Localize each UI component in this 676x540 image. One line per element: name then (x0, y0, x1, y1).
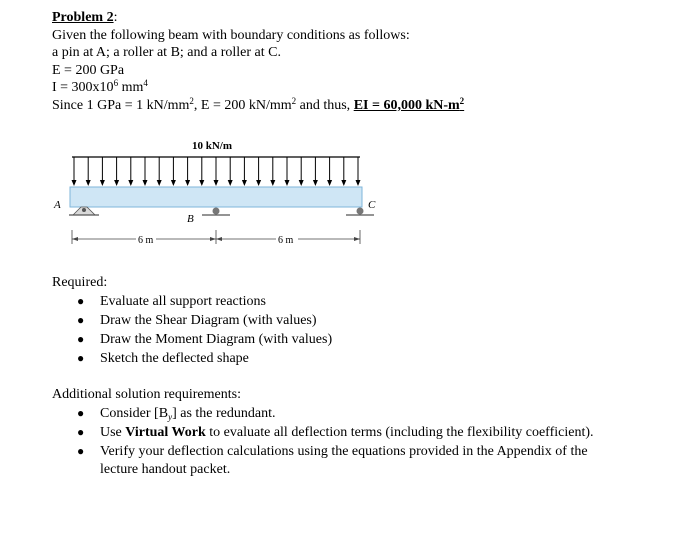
load-arrow-head (214, 180, 219, 186)
bullet-icon: ● (77, 405, 85, 420)
inertia-unit: mm (118, 80, 144, 95)
dim-arrow-1 (72, 237, 78, 241)
virtual-work-bold: Virtual Work (125, 424, 206, 440)
ei-value-exponent: 2 (459, 95, 465, 106)
beam-diagram-svg (52, 136, 392, 258)
additional-list (52, 404, 667, 478)
redundant-text-b: ] as the redundant. (172, 405, 276, 421)
inertia-text (52, 79, 667, 97)
load-arrow-head (285, 180, 290, 186)
pin-a-hinge (82, 208, 86, 212)
dim-arrow-4 (354, 237, 360, 241)
load-arrow-head (256, 180, 261, 186)
load-arrow-head (270, 180, 275, 186)
load-arrow-head (327, 180, 332, 186)
beam (70, 187, 362, 207)
additional-heading: Additional solution requirements: (52, 387, 241, 402)
beam-diagram (52, 136, 392, 258)
required-heading: Required: (52, 275, 108, 290)
roller-c (357, 208, 364, 215)
dim-arrow-3 (216, 237, 222, 241)
conversion-text (52, 97, 667, 115)
label-b: B (187, 213, 194, 225)
required-item-text: Sketch the deflected shape (100, 350, 249, 366)
load-arrow-head (185, 180, 190, 186)
load-arrow-head (157, 180, 162, 186)
verify-text-line1: Verify your deflection calculations using the equations provided in the Appendix of the (100, 443, 588, 459)
inertia-unit-exponent: 4 (143, 78, 148, 88)
required-section (52, 274, 667, 368)
additional-section (52, 386, 667, 478)
span1-label: 6 m (138, 235, 154, 246)
required-item (52, 311, 667, 330)
load-arrow-head (72, 180, 77, 186)
required-item-text: Draw the Moment Diagram (with values) (100, 331, 333, 347)
problem-title-colon: : (113, 10, 118, 25)
conversion-part-b: , E = 200 kN/mm (193, 97, 292, 113)
load-arrow-head (313, 180, 318, 186)
problem-title-line (52, 9, 667, 27)
dim-arrow-2 (210, 237, 216, 241)
load-arrow-head (299, 180, 304, 186)
bullet-icon: ● (77, 350, 85, 365)
load-arrow-head (341, 180, 346, 186)
virtual-work-text-b: to evaluate all deflection terms (including the flexibility coefficient). (205, 424, 594, 440)
load-arrow-head (143, 180, 148, 186)
intro-text: Given the following beam with boundary conditions as follows: (52, 27, 410, 43)
label-a: A (54, 199, 61, 211)
inertia-prefix: I = 300x10 (52, 80, 114, 95)
additional-item-redundant (52, 404, 667, 423)
load-arrow-head (100, 180, 105, 186)
conversion-part-c: and thus, (296, 97, 354, 113)
required-item (52, 292, 667, 311)
required-list (52, 292, 667, 368)
span2-label: 6 m (278, 235, 294, 246)
verify-text-line2: lecture handout packet. (100, 461, 231, 477)
label-c: C (368, 199, 376, 211)
load-arrow-head (228, 180, 233, 186)
additional-item-verify (52, 442, 667, 478)
bullet-icon: ● (77, 312, 85, 327)
load-arrow-head (242, 180, 247, 186)
bullet-icon: ● (77, 293, 85, 308)
required-item-text: Draw the Shear Diagram (with values) (100, 312, 317, 328)
modulus-text: E = 200 GPa (52, 62, 125, 78)
additional-item-virtual-work (52, 423, 667, 442)
load-arrow-head (86, 180, 91, 186)
conversion-exp-2: 2 (291, 95, 297, 106)
distributed-load-arrows (72, 157, 361, 186)
bullet-icon: ● (77, 331, 85, 346)
roller-b (213, 208, 220, 215)
ei-value (353, 95, 465, 113)
conversion-exp-1: 2 (189, 95, 194, 106)
load-arrow-head (128, 180, 133, 186)
load-arrow-head (171, 180, 176, 186)
conversion-part-a: Since 1 GPa = 1 kN/mm (52, 97, 190, 113)
required-item-text: Evaluate all support reactions (100, 293, 266, 309)
redundant-subscript: y (168, 411, 173, 422)
required-item (52, 330, 667, 349)
load-arrow-head (114, 180, 119, 186)
required-item (52, 349, 667, 368)
bullet-icon: ● (77, 443, 85, 458)
problem-title: Problem 2 (52, 10, 114, 25)
load-arrow-head (199, 180, 204, 186)
ei-value-text: EI = 60,000 kN-m (353, 97, 460, 113)
redundant-text-a: Consider [B (100, 405, 169, 421)
bullet-icon: ● (77, 424, 85, 439)
load-arrow-head (356, 180, 361, 186)
virtual-work-text-a: Use (100, 424, 126, 440)
supports-text: a pin at A; a roller at B; and a roller at C. (52, 45, 281, 60)
problem-statement (52, 9, 667, 114)
load-label: 10 kN/m (192, 140, 233, 152)
inertia-exponent: 6 (113, 78, 119, 88)
